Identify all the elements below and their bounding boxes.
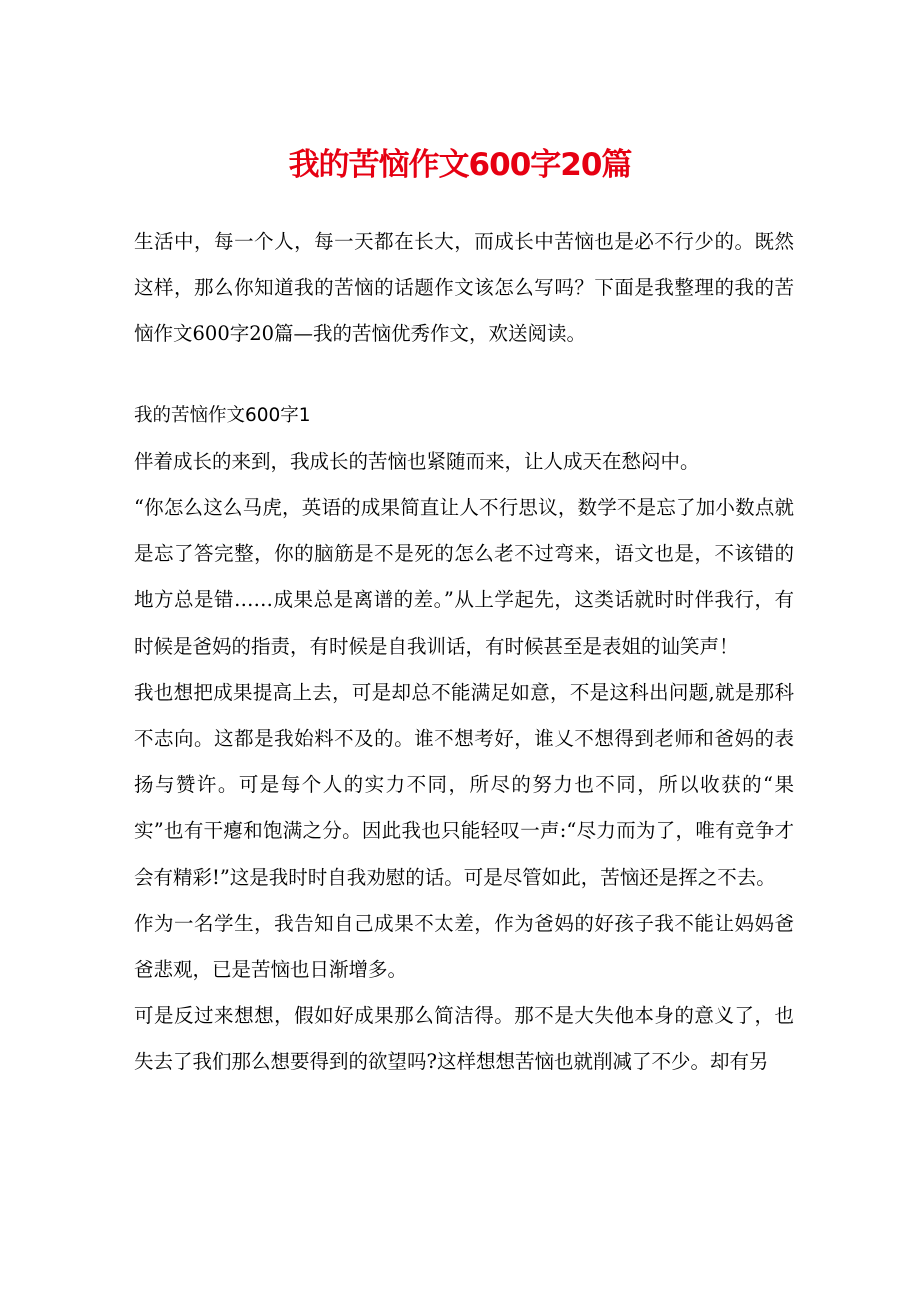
body-paragraph: 可是反过来想想，假如好成果那么简洁得。那不是大失他本身的意义了，也失去了我们那么想要得到的欲望吗?这样想想苦恼也就削减了不少。却有另 (134, 1004, 794, 1074)
document-title: 我的苦恼作文600字20篇 (288, 147, 632, 183)
body-paragraph: 我也想把成果提高上去，可是却总不能满足如意，不是这科出问题,就是那科不志向。这都是我始料不及的。谁不想考好，谁乂不想得到老师和爸妈的表扬与赞许。可是每个人的实力不同，所尽的努力也不同，所以收获的“果实”也有干瘪和饱满之分。因此我也只能轻叹一声:“尽力而为了，唯有竞争才会有精彩!”这是我时时自我劝慰的话。可是尽管如此，苦恼还是挥之不去。 (134, 680, 794, 889)
document-body (134, 219, 794, 1086)
body-paragraph: “你怎么这么马虎，英语的成果简直让人不行思议，数学不是忘了加小数点就是忘了答完整，你的脑筋是不是死的怎么老不过弯来，语文也是，不该错的地方总是错……成果总是离谱的差。”从上学起先，这类话就时时伴我行，有时候是爸妈的指责，有时候是自我训话，有时候甚至是表姐的讪笑声！ (134, 496, 794, 658)
intro-paragraph: 生活中，每一个人，每一天都在长大，而成长中苦恼也是必不行少的。既然这样，那么你知道我的苦恼的话题作文该怎么写吗？下面是我整理的我的苦恼作文600字20篇—我的苦恼优秀作文，欢送阅读。 (134, 230, 794, 346)
body-paragraph: 作为一名学生，我告知自己成果不太差，作为爸妈的好孩子我不能让妈妈爸爸悲观，已是苦恼也日渐增多。 (134, 911, 794, 982)
body-paragraph: 伴着成长的来到，我成长的苦恼也紧随而来，让人成天在愁闷中。 (134, 449, 700, 473)
section-heading: 我的苦恼作文600字1 (134, 404, 311, 426)
